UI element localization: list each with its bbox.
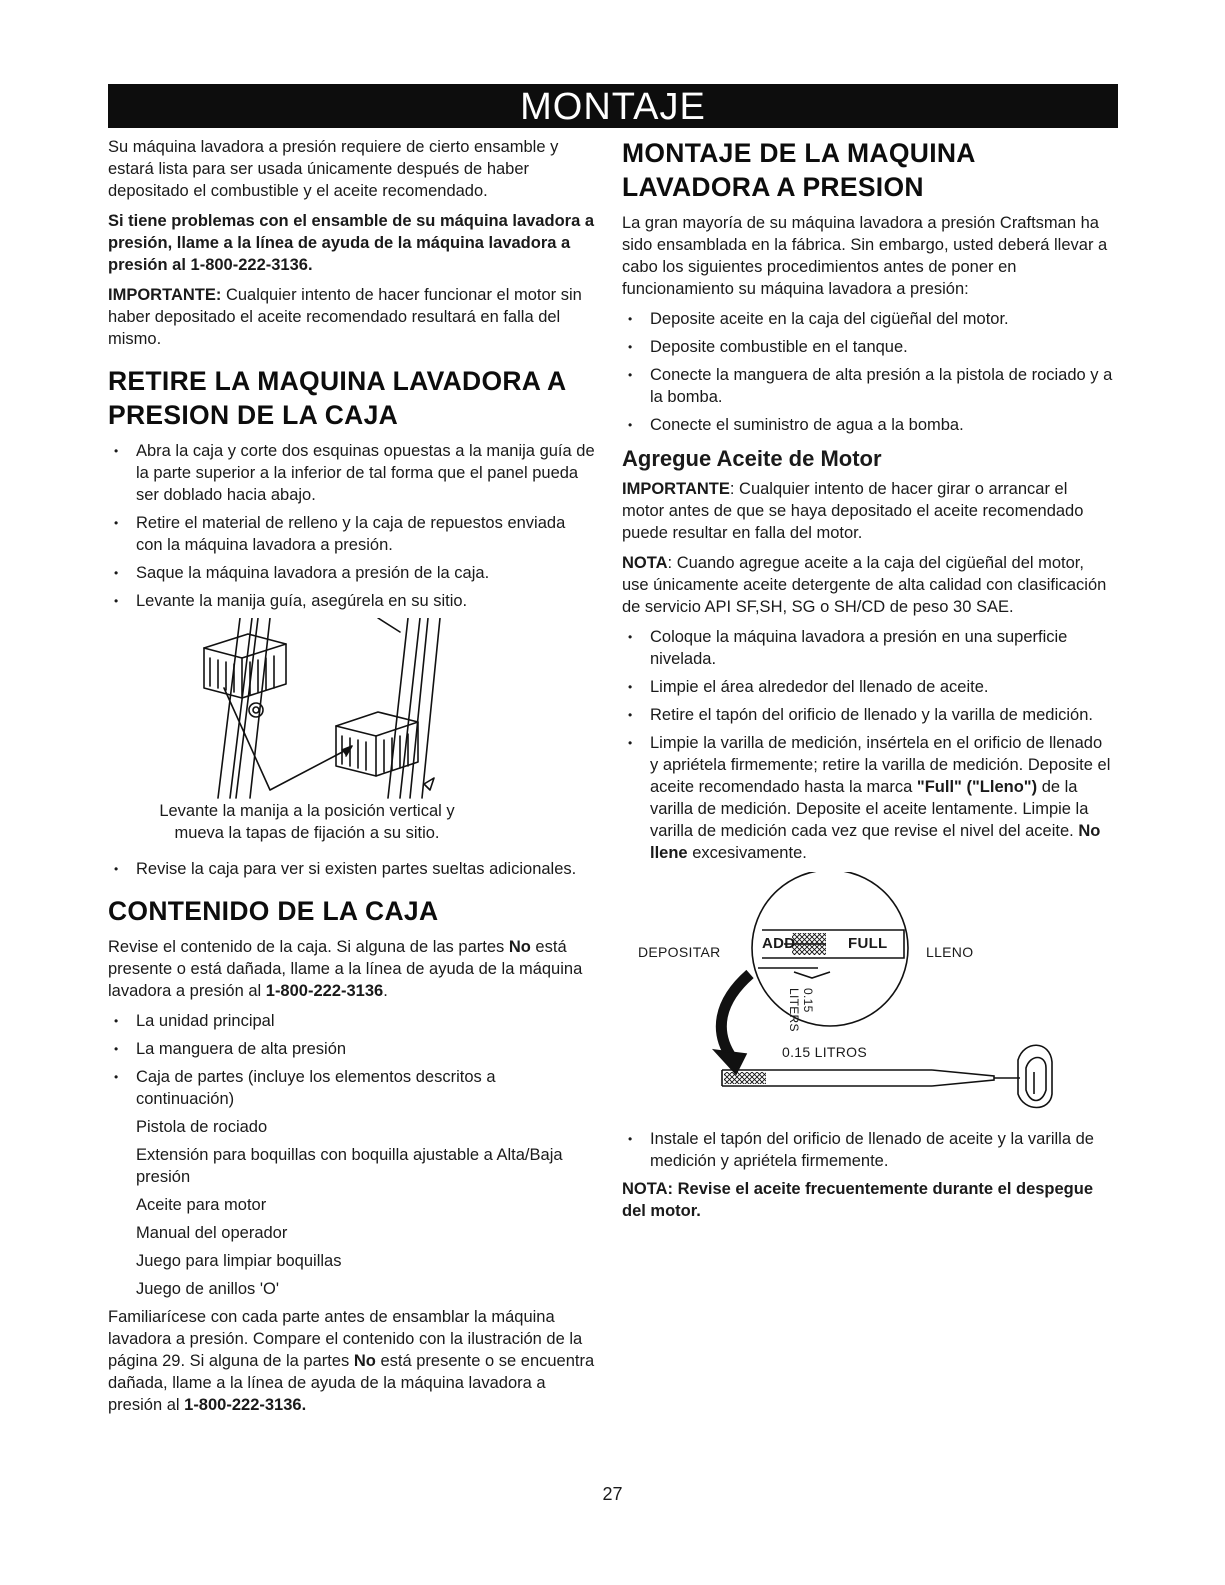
list-item: • La unidad principal <box>108 1010 596 1032</box>
left-column <box>108 136 596 1424</box>
oil-note <box>622 552 1114 618</box>
vertical-unit-label: LITERS <box>787 988 801 1032</box>
assembly-intro: La gran mayoría de su máquina lavadora a presión Craftsman ha sido ensamblada en la fábrica. Sin embargo, usted deberá llevar a cabo los siguientes procedimientos antes de poner en funcionamiento su máquina lavadora a presión: <box>622 214 1108 298</box>
important-text: : Cualquier intento de hacer girar o arrancar el motor antes de que se haya depositado el aceite recomendado puede resultar en falla del motor. <box>622 480 1084 542</box>
list-item: • La manguera de alta presión <box>108 1038 596 1060</box>
contents-intro <box>108 936 596 1002</box>
important-text: Cualquier intento de hacer funcionar el motor sin haber depositado el aceite recomendado resultará en falla del mismo. <box>108 286 582 348</box>
list-item: • Deposite aceite en la caja del cigüeñal del motor. <box>622 308 1114 330</box>
amount-label: 0.15 LITROS <box>782 1044 868 1060</box>
list-item: • Deposite combustible en el tanque. <box>622 336 1114 358</box>
note-text: : Cuando agregue aceite a la caja del cigüeñal del motor, use únicamente aceite detergente de alta calidad con clasificación de servicio API SF,SH, SG o SH/CD de peso 30 SAE. <box>622 554 1107 616</box>
text-run-bold: No llene <box>650 822 1101 862</box>
dipstick-illustration <box>622 872 1114 1122</box>
remove-steps-list-continued <box>108 858 596 880</box>
full-mark-label: FULL <box>848 935 888 952</box>
add-mark-label: ADD <box>762 935 796 952</box>
vertical-amount-label: 0.15 <box>801 988 815 1013</box>
section-title-add-oil: Agregue Aceite de Motor <box>622 446 882 471</box>
list-item <box>622 732 1114 864</box>
list-item: • Revise la caja para ver si existen partes sueltas adicionales. <box>108 858 596 880</box>
list-item: • Conecte la manguera de alta presión a la pistola de rociado y a la bomba. <box>622 364 1114 408</box>
add-side-label: DEPOSITAR <box>638 944 721 960</box>
list-item: • Instale el tapón del orificio de llenado de aceite y la varilla de medición y apriétela firmemente. <box>622 1128 1114 1172</box>
assembly-steps-list <box>622 308 1114 436</box>
sub-list-item: Juego de anillos 'O' <box>136 1280 279 1298</box>
list-item: • Abra la caja y corte dos esquinas opuestas a la manija guía de la parte superior a la inferior de tal forma que el panel pueda ser doblado hacia abajo. <box>108 440 596 506</box>
text-run: excesivamente. <box>687 844 807 862</box>
text-run: está presente o está dañada, llame a la línea de ayuda de la máquina lavadora a presión al <box>108 938 583 1000</box>
final-oil-note: NOTA: Revise el aceite frecuentemente durante el despegue del motor. <box>622 1180 1094 1220</box>
handle-lock-illustration <box>178 618 468 800</box>
right-column <box>622 136 1114 1230</box>
page-number: 27 <box>602 1484 623 1504</box>
list-item: • Levante la manija guía, asegúrela en su sitio. <box>108 590 596 612</box>
oil-important-note <box>622 478 1114 544</box>
note-label: NOTA <box>622 554 668 572</box>
text-run: Revise el contenido de la caja. Si alguna de las partes <box>108 938 509 956</box>
important-note <box>108 284 596 350</box>
caption-line-1: Levante la manija a la posición vertical y <box>159 802 455 820</box>
remove-steps-list <box>108 440 596 612</box>
list-item: • Coloque la máquina lavadora a presión en una superficie nivelada. <box>622 626 1114 670</box>
important-label: IMPORTANTE: <box>108 286 222 304</box>
text-run-bold: No <box>353 1352 376 1370</box>
section-title-assembly: MONTAJE DE LA MAQUINA LAVADORA A PRESION <box>622 138 975 202</box>
text-run: Limpie la varilla de medición, insértela en el orificio de llenado y apriétela firmemente; retire la varilla de medición. Deposite el aceite recomendado hasta la marca <box>650 734 1111 796</box>
list-item: • Caja de partes (incluye los elementos descritos a continuación) <box>108 1066 596 1110</box>
phone-number: 1-800-222-3136. <box>184 1396 307 1414</box>
sub-list-item: Extensión para boquillas con boquilla ajustable a Alta/Baja presión <box>136 1146 563 1186</box>
list-item: • Retire el tapón del orificio de llenado y la varilla de medición. <box>622 704 1114 726</box>
contents-list <box>108 1010 596 1110</box>
caption-line-2: mueva la tapas de fijación a su sitio. <box>174 824 440 842</box>
section-title-remove-from-box: RETIRE LA MAQUINA LAVADORA A PRESION DE LA CAJA <box>108 366 566 430</box>
list-item: • Saque la máquina lavadora a presión de la caja. <box>108 562 596 584</box>
text-run: está presente o se encuentra dañada, llame a la línea de ayuda de la máquina lavadora a presión al <box>108 1352 595 1414</box>
sub-list-item: Manual del operador <box>136 1224 288 1242</box>
text-run: Familiarícese con cada parte antes de ensamblar la máquina lavadora a presión. Compare el contenido con la ilustración de la página 29. Si alguna de la partes <box>108 1308 583 1370</box>
list-item: • Conecte el suministro de agua a la bomba. <box>622 414 1114 436</box>
section-title-box-contents: CONTENIDO DE LA CAJA <box>108 896 439 926</box>
dipstick-drawing <box>622 872 1114 1122</box>
phone-number: 1-800-222-3136 <box>265 982 384 1000</box>
text-run: de la varilla de medición. Deposite el aceite lentamente. Limpie la varilla de medición cada vez que revise el nivel del aceite. <box>650 778 1089 840</box>
sub-list-item: Juego para limpiar boquillas <box>136 1252 342 1270</box>
page-banner: MONTAJE <box>108 84 1118 128</box>
intro-paragraph: Su máquina lavadora a presión requiere de cierto ensamble y estará lista para ser usada únicamente después de haber depositado el combustible y el aceite recomendado. <box>108 138 559 200</box>
sub-list-item: Pistola de rociado <box>136 1118 268 1136</box>
text-run-bold: "Full" ("Lleno") <box>916 778 1038 796</box>
list-item: • Limpie el área alrededor del llenado de aceite. <box>622 676 1114 698</box>
oil-steps-list-continued <box>622 1128 1114 1172</box>
list-item: • Retire el material de relleno y la caja de repuestos enviada con la máquina lavadora a presión. <box>108 512 596 556</box>
help-line-note: Si tiene problemas con el ensamble de su máquina lavadora a presión, llame a la línea de ayuda de la máquina lavadora a presión al 1-800-222-3136. <box>108 212 595 274</box>
illustration-caption <box>108 800 596 844</box>
text-run: . <box>383 982 388 1000</box>
full-side-label: LLENO <box>926 944 974 960</box>
contents-outro <box>108 1306 596 1416</box>
oil-steps-list <box>622 626 1114 864</box>
text-run-bold: No <box>508 938 531 956</box>
sub-list-item: Aceite para motor <box>136 1196 267 1214</box>
important-label: IMPORTANTE <box>622 480 730 498</box>
